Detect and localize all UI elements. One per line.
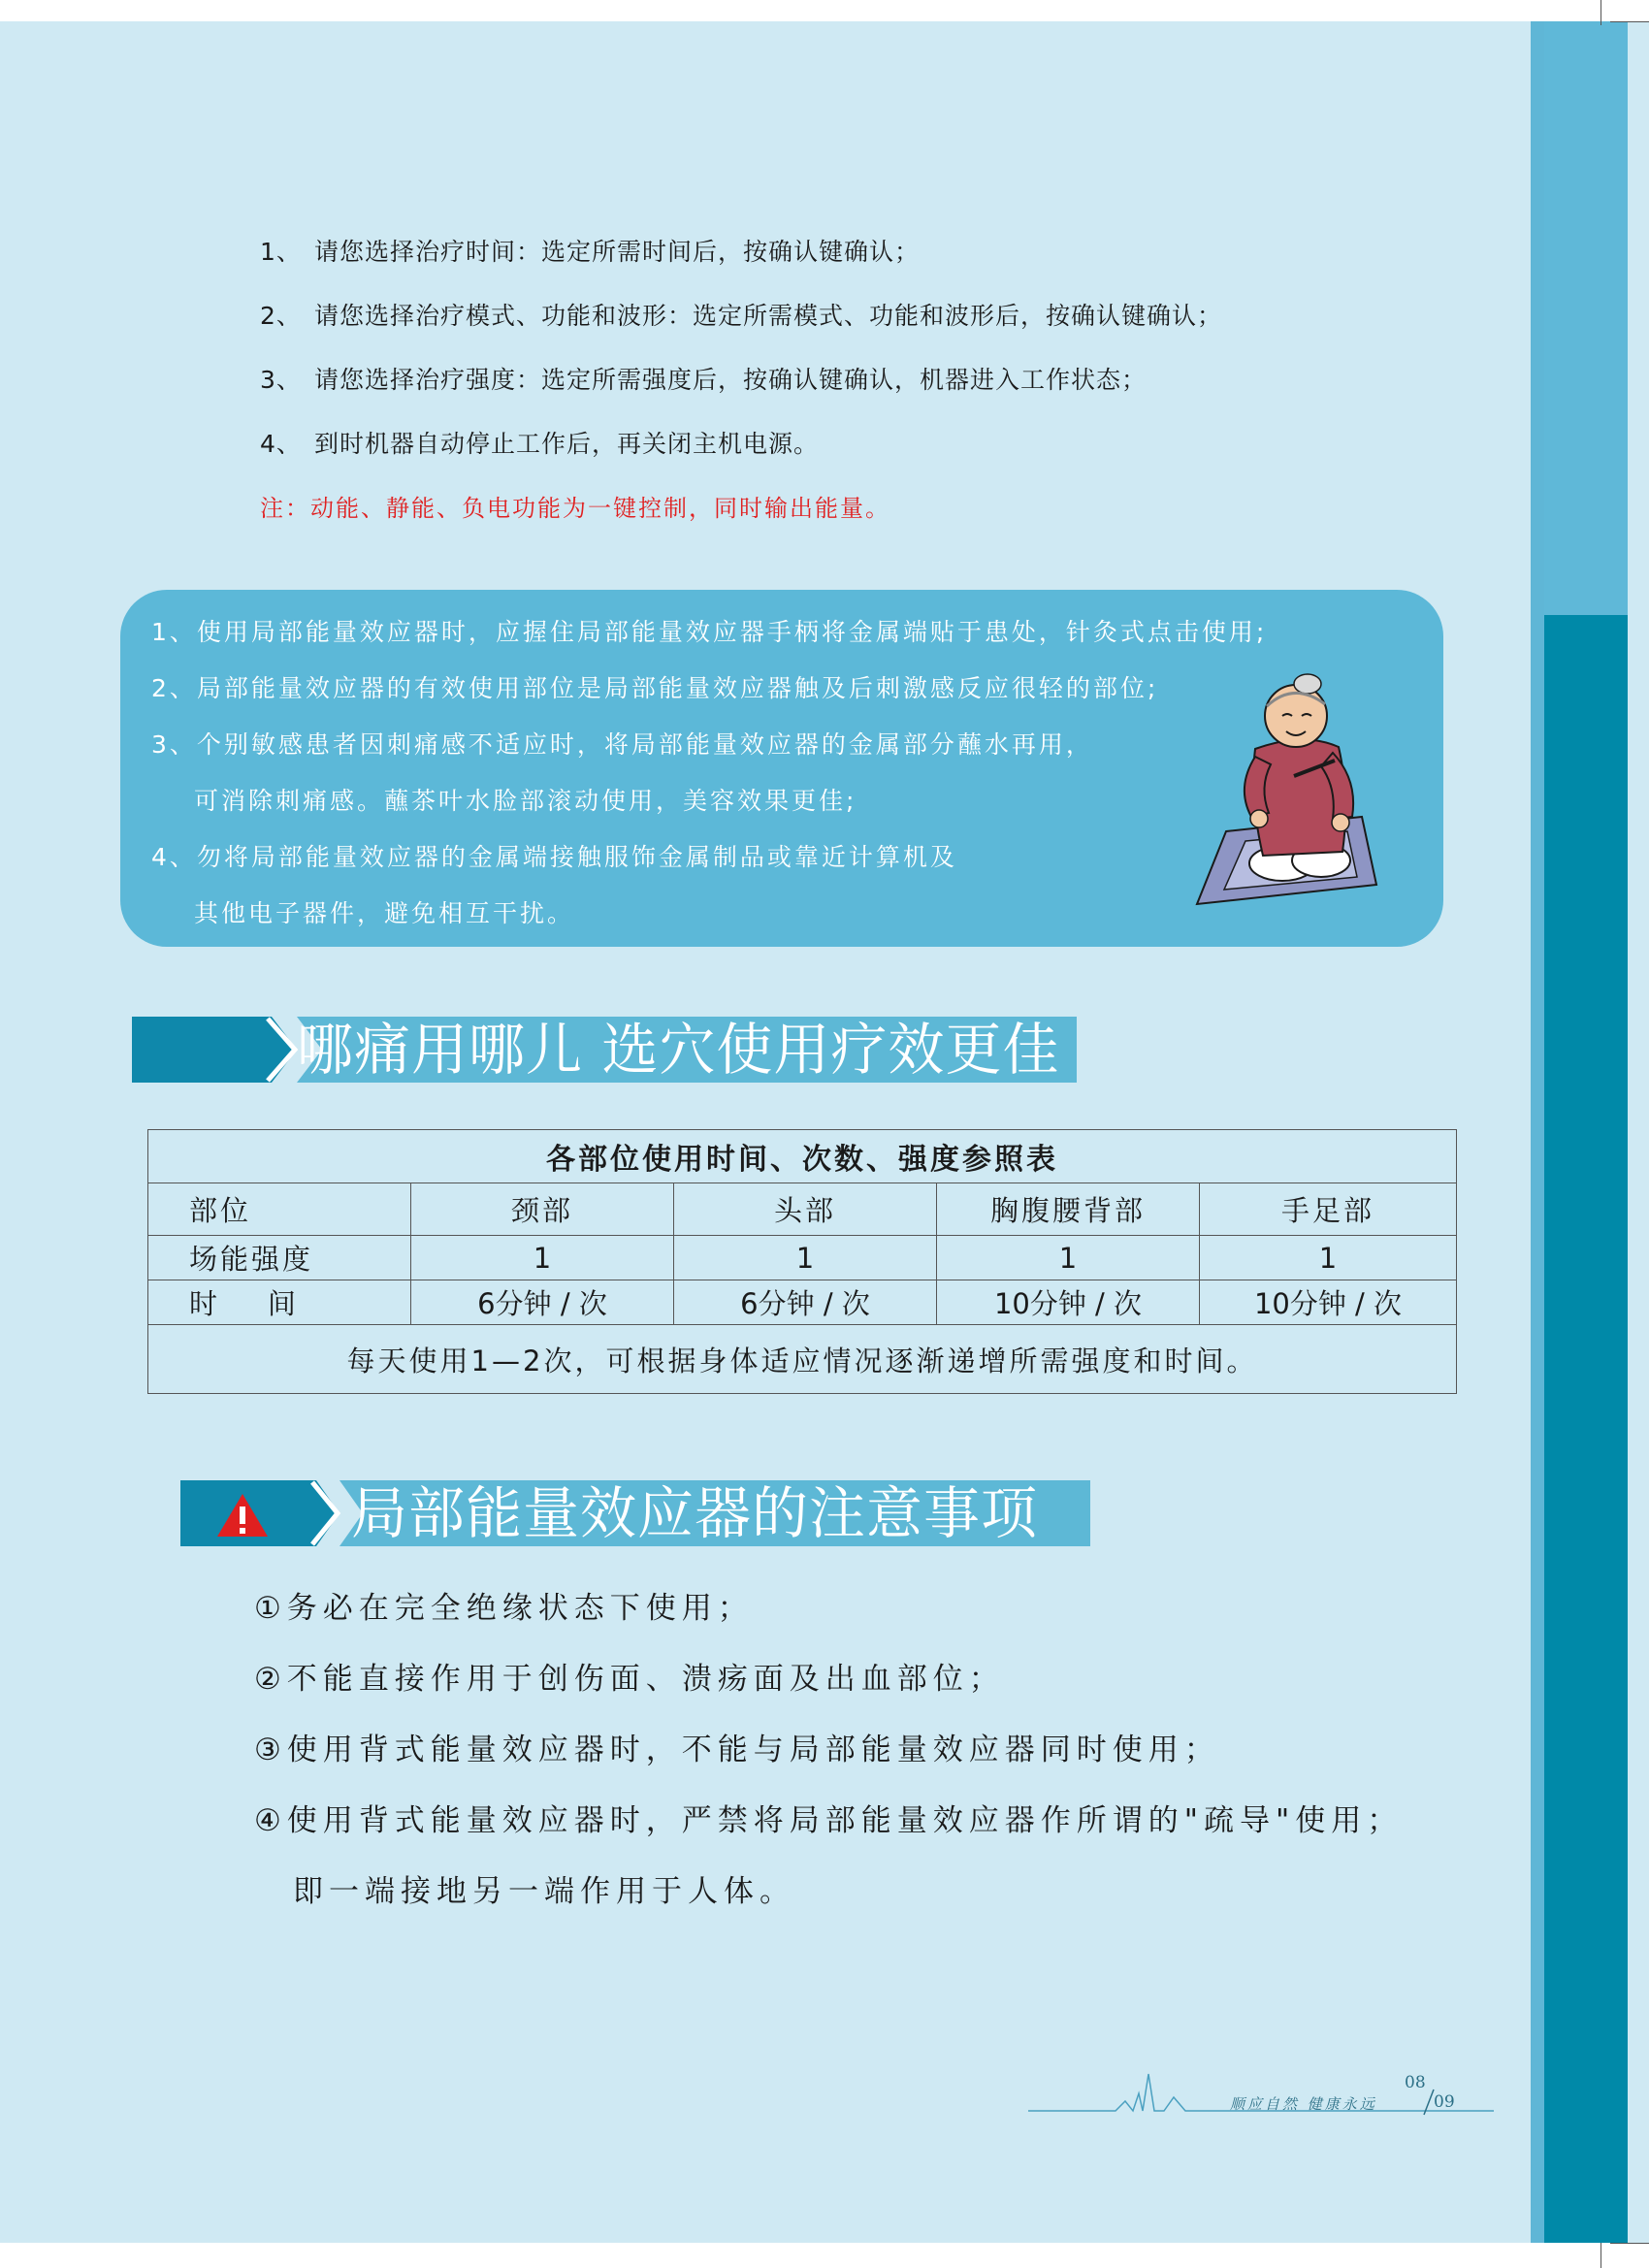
page-number-left: 08: [1405, 2073, 1426, 2092]
table-footer: 每天使用1—2次，可根据身体适应情况逐渐递增所需强度和时间。: [148, 1325, 1457, 1394]
crop-mark: [1600, 2243, 1601, 2268]
operation-steps: [260, 233, 1375, 528]
list-item: 即一端接地另一端作用于人体。: [293, 1874, 795, 1909]
step-item: 3、 请您选择治疗强度：选定所需强度后，按确认键确认，机器进入工作状态；: [260, 366, 1148, 394]
table-row: [148, 1236, 1457, 1280]
tip-line: 可消除刺痛感。蘸茶叶水脸部滚动使用，美容效果更佳;: [194, 787, 857, 815]
step-item: 1、 请您选择治疗时间：选定所需时间后，按确认键确认；: [260, 238, 921, 266]
table-header-cell: 胸腹腰背部: [937, 1183, 1200, 1236]
table-cell: 1: [674, 1236, 937, 1280]
side-stripe-dark: [1544, 615, 1628, 2243]
tip-line: 3、个别敏感患者因刺痛感不适应时，将局部能量效应器的金属部分蘸水再用，: [151, 730, 1093, 759]
crop-mark: [1610, 2243, 1649, 2244]
section-title: 哪痛用哪儿 选穴使用疗效更佳: [297, 1017, 1060, 1083]
list-item: ③使用背式能量效应器时，不能与局部能量效应器同时使用；: [254, 1733, 1220, 1767]
table-title: 各部位使用时间、次数、强度参照表: [148, 1130, 1457, 1183]
side-stripe-top: [1544, 21, 1628, 615]
seated-elder-illustration: [1187, 671, 1381, 933]
section-banner-acupoint: [132, 1017, 1083, 1083]
table-cell: 6分钟 / 次: [411, 1280, 674, 1325]
list-item: ①务必在完全绝缘状态下使用；: [254, 1591, 754, 1626]
tip-line: 4、勿将局部能量效应器的金属端接触服饰金属制品或靠近计算机及: [151, 843, 957, 871]
footer-slogan: 顺应自然 健康永远: [1230, 2095, 1377, 2113]
side-stripe-light: [1531, 21, 1544, 2243]
table-cell: 1: [411, 1236, 674, 1280]
step-item: 2、 请您选择治疗模式、功能和波形：选定所需模式、功能和波形后，按确认键确认；: [260, 302, 1223, 330]
precautions-list: [254, 1587, 1403, 1941]
table-row: [148, 1280, 1457, 1325]
table-cell: 时 间: [148, 1280, 411, 1325]
table-header-cell: 手足部: [1200, 1183, 1457, 1236]
list-item: ④使用背式能量效应器时，严禁将局部能量效应器作所谓的"疏导"使用；: [254, 1803, 1404, 1838]
step-item: 4、 到时机器自动停止工作后，再关闭主机电源。: [260, 430, 820, 458]
table-header-cell: 颈部: [411, 1183, 674, 1236]
table-header-cell: 头部: [674, 1183, 937, 1236]
tip-line: 1、使用局部能量效应器时，应握住局部能量效应器手柄将金属端贴于患处，针灸式点击使用;: [151, 618, 1268, 646]
page-number-right: 09: [1434, 2092, 1455, 2112]
usage-tips-box: [120, 590, 1443, 947]
section-banner-precautions: [180, 1480, 1092, 1546]
reference-table: [147, 1129, 1457, 1394]
table-cell: 场能强度: [148, 1236, 411, 1280]
list-item: ②不能直接作用于创伤面、溃疡面及出血部位；: [254, 1662, 1005, 1697]
warning-icon: [215, 1492, 270, 1539]
table-cell: 10分钟 / 次: [937, 1280, 1200, 1325]
table-cell: 6分钟 / 次: [674, 1280, 937, 1325]
tip-line: 2、局部能量效应器的有效使用部位是局部能量效应器触及后刺激感反应很轻的部位;: [151, 674, 1159, 702]
function-note: 注：动能、静能、负电功能为一键控制，同时输出能量。: [260, 495, 890, 522]
table-cell: 1: [937, 1236, 1200, 1280]
tip-line: 其他电子器件，避免相互干扰。: [194, 899, 575, 927]
table-cell: 1: [1200, 1236, 1457, 1280]
table-header-cell: 部位: [148, 1183, 411, 1236]
section-title: 局部能量效应器的注意事项: [351, 1480, 1039, 1546]
crop-mark: [1610, 21, 1649, 22]
table-cell: 10分钟 / 次: [1200, 1280, 1457, 1325]
crop-mark: [1600, 0, 1601, 25]
